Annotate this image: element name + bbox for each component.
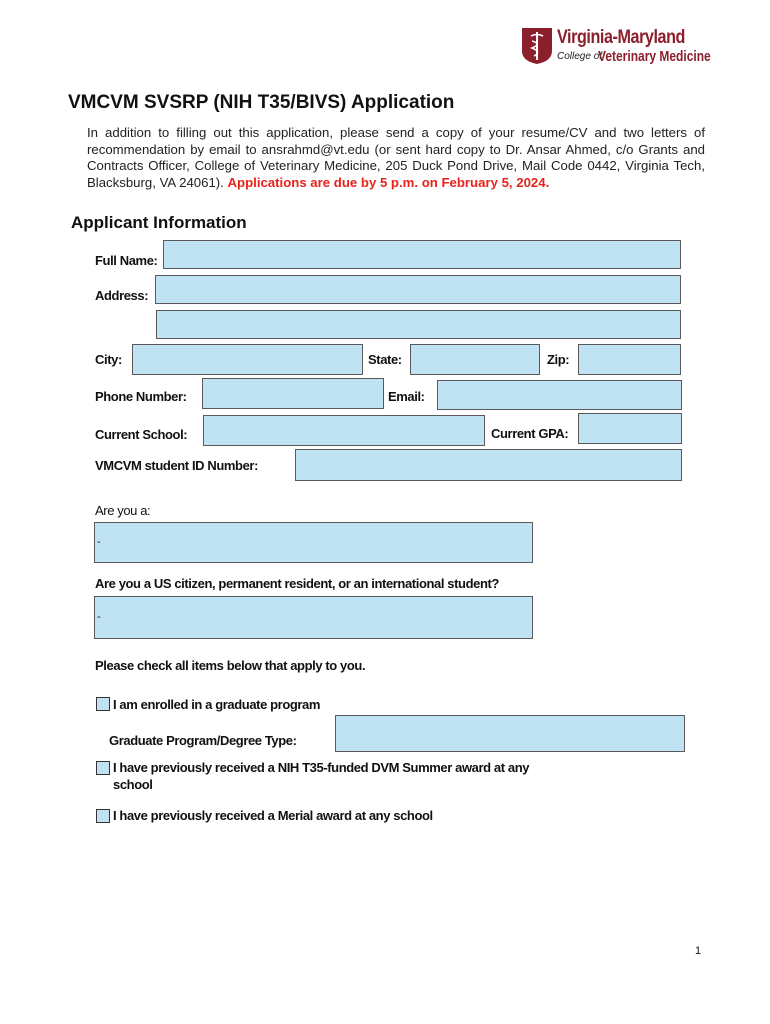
- current-school-field[interactable]: [203, 415, 485, 446]
- deadline-text: Applications are due by 5 p.m. on February 5, 2024.: [227, 174, 550, 190]
- are-you-label: Are you a:: [95, 503, 151, 518]
- current-gpa-label: Current GPA:: [491, 426, 569, 441]
- intro-text: In addition to filling out this application, please send a copy of your resume/CV and two letters of recommendation by email to ansrahmd@vt.edu (or sent hard copy to Dr. Ansar Ahmed, c/o Grants and Contracts Officer, College of Veterinary Medicine, 205 Duck Pond Drive, Mail Code 0442, Virginia Tech, Blacksburg, VA 24061).: [87, 125, 705, 190]
- merial-award-checkbox[interactable]: [96, 809, 110, 823]
- address-label: Address:: [95, 288, 149, 303]
- address-line2-field[interactable]: [156, 310, 681, 339]
- state-label: State:: [368, 352, 402, 367]
- city-field[interactable]: [132, 344, 363, 375]
- t35-award-label-cont: school: [113, 777, 153, 792]
- email-field[interactable]: [437, 380, 682, 410]
- full-name-label: Full Name:: [95, 253, 158, 268]
- phone-label: Phone Number:: [95, 389, 187, 404]
- merial-award-label: I have previously received a Merial award at any school: [113, 808, 433, 823]
- student-id-field[interactable]: [295, 449, 682, 481]
- check-all-instruction: Please check all items below that apply to you.: [95, 658, 366, 673]
- phone-field[interactable]: [202, 378, 384, 409]
- logo-line1: Virginia-Maryland: [557, 27, 686, 48]
- citizenship-label: Are you a US citizen, permanent resident, or an international student?: [95, 576, 499, 591]
- page-number: 1: [695, 945, 702, 957]
- full-name-field[interactable]: [163, 240, 681, 269]
- graduate-type-label: Graduate Program/Degree Type:: [109, 733, 297, 748]
- caduceus-shield-icon: [521, 27, 553, 65]
- logo-line2-main: Veterinary Medicine: [598, 48, 711, 65]
- current-school-label: Current School:: [95, 427, 188, 442]
- intro-paragraph: [87, 125, 705, 191]
- logo-line2-prefix: College of: [557, 51, 603, 62]
- zip-label: Zip:: [547, 352, 570, 367]
- are-you-value: -: [97, 536, 101, 548]
- current-gpa-field[interactable]: [578, 413, 682, 444]
- college-logo: [521, 27, 711, 67]
- graduate-program-checkbox[interactable]: [96, 697, 110, 711]
- t35-award-label: I have previously received a NIH T35-funded DVM Summer award at any: [113, 760, 530, 775]
- zip-field[interactable]: [578, 344, 681, 375]
- graduate-type-field[interactable]: [335, 715, 685, 752]
- address-line1-field[interactable]: [155, 275, 681, 304]
- citizenship-dropdown[interactable]: [94, 596, 533, 639]
- email-label: Email:: [388, 389, 425, 404]
- section-title: Applicant Information: [71, 213, 247, 232]
- are-you-dropdown[interactable]: [94, 522, 533, 563]
- city-label: City:: [95, 352, 122, 367]
- t35-award-checkbox[interactable]: [96, 761, 110, 775]
- student-id-label: VMCVM student ID Number:: [95, 458, 259, 473]
- citizenship-value: -: [97, 611, 101, 623]
- state-field[interactable]: [410, 344, 540, 375]
- graduate-program-label: I am enrolled in a graduate program: [113, 697, 321, 712]
- page-title: VMCVM SVSRP (NIH T35/BIVS) Application: [68, 92, 455, 113]
